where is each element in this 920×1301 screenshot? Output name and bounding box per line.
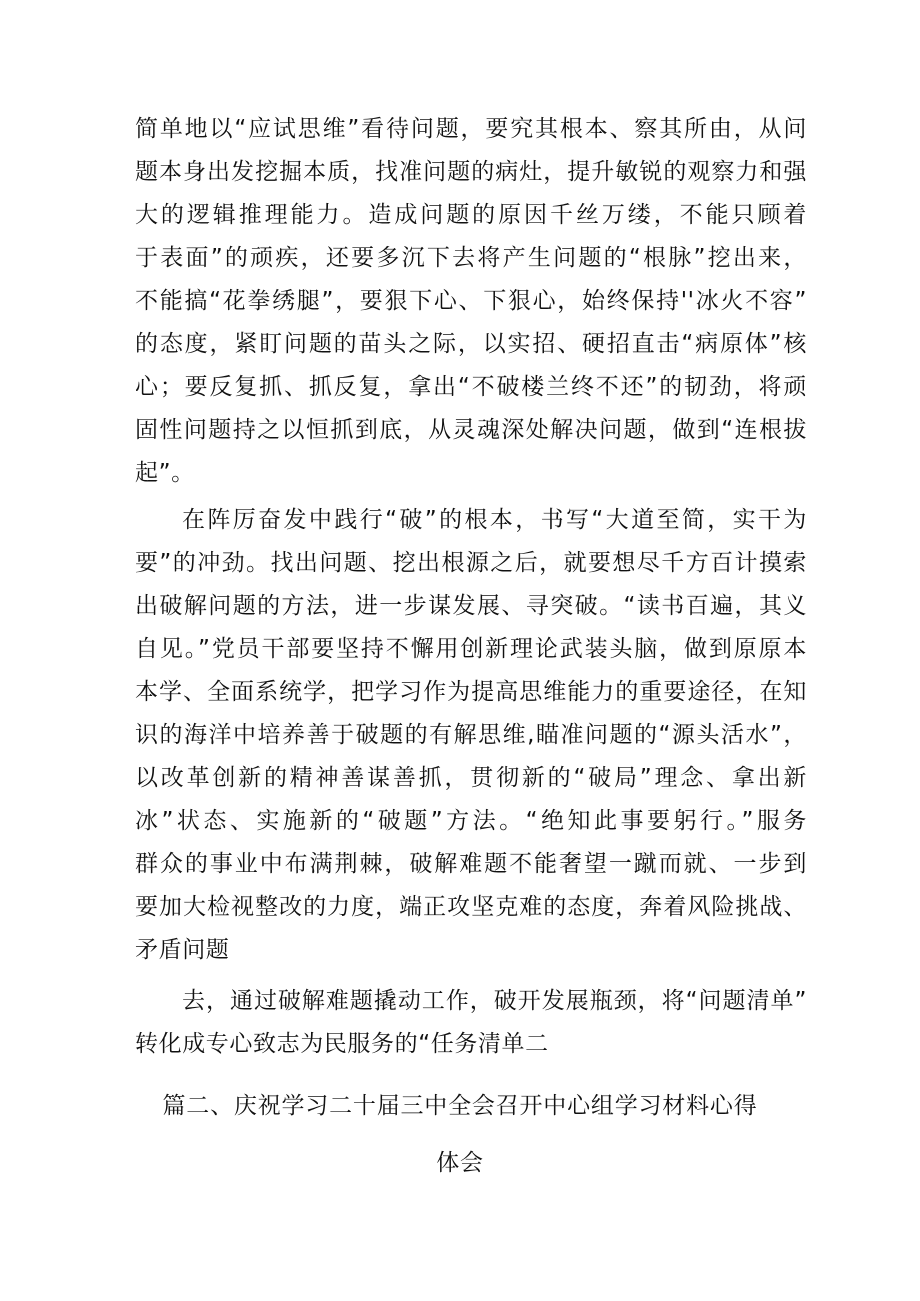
paragraph-2-line-3: 出破解问题的方法，进一步谋发展、寻突破。“读书百遍，其义 <box>135 593 807 619</box>
paragraph-1-line-5: 不能搞“花拳绣腿”，要狠下心、下狠心，始终保持''冰火不容” <box>135 288 807 314</box>
paragraph-2-line-7: 以改革创新的精神善谋善抓，贯彻新的“破局”理念、拿出新 <box>135 765 807 791</box>
paragraph-2-line-11: 矛盾问题 <box>135 937 230 963</box>
paragraph-2-line-10: 要加大检视整改的力度，端正攻坚克难的态度，奔着风险挑战、 <box>135 894 807 920</box>
paragraph-2-line-9: 群众的事业中布满荆棘，破解难题不能奢望一蹴而就、一步到 <box>135 851 807 877</box>
paragraph-2-line-2: 要”的冲劲。找出问题、挖出根源之后，就要想尽千方百计摸索 <box>135 550 807 576</box>
paragraph-2-line-6: 识的海洋中培养善于破题的有解思维,瞄准问题的“源头活水”， <box>135 722 807 748</box>
section-heading-line-1: 篇二、庆祝学习二十届三中全会召开中心组学习材料心得 <box>162 1093 758 1119</box>
paragraph-3-line-1: 去，通过破解难题撬动工作，破开发展瓶颈，将“问题清单” <box>182 988 807 1014</box>
paragraph-3-line-2: 转化成专心致志为民服务的“任务清单二 <box>135 1031 549 1057</box>
paragraph-1-line-3: 大的逻辑推理能力。造成问题的原因千丝万缕，不能只顾着 <box>135 202 807 228</box>
paragraph-2-line-4: 自见。”党员干部要坚持不懈用创新理论武装头脑，做到原原本 <box>135 636 807 662</box>
paragraph-2-line-5: 本学、全面系统学，把学习作为提高思维能力的重要途径，在知 <box>135 679 807 705</box>
paragraph-1-line-7: 心；要反复抓、抓反复，拿出“不破楼兰终不还”的韧劲，将顽 <box>135 374 807 400</box>
paragraph-1-line-1: 简单地以“应试思维”看待问题，要究其根本、察其所由，从问 <box>135 116 807 142</box>
section-heading-line-2: 体会 <box>436 1150 484 1176</box>
paragraph-1-line-4: 于表面”的顽疾，还要多沉下去将产生问题的“根脉”挖出来， <box>135 245 807 271</box>
paragraph-1-line-6: 的态度，紧盯问题的苗头之际，以实招、硬招直击“病原体”核 <box>135 331 807 357</box>
paragraph-1-line-2: 题本身出发挖掘本质，找准问题的病灶，提升敏锐的观察力和强 <box>135 159 807 185</box>
paragraph-2-line-1: 在阵厉奋发中践行“破”的根本，书写“大道至简，实干为 <box>182 507 807 533</box>
paragraph-1-line-8: 固性问题持之以恒抓到底，从灵魂深处解决问题，做到“连根拔 <box>135 417 807 443</box>
paragraph-1-line-9: 起”。 <box>135 460 195 486</box>
paragraph-2-line-8: 冰”状态、实施新的“破题”方法。“绝知此事要躬行。”服务 <box>135 808 807 834</box>
